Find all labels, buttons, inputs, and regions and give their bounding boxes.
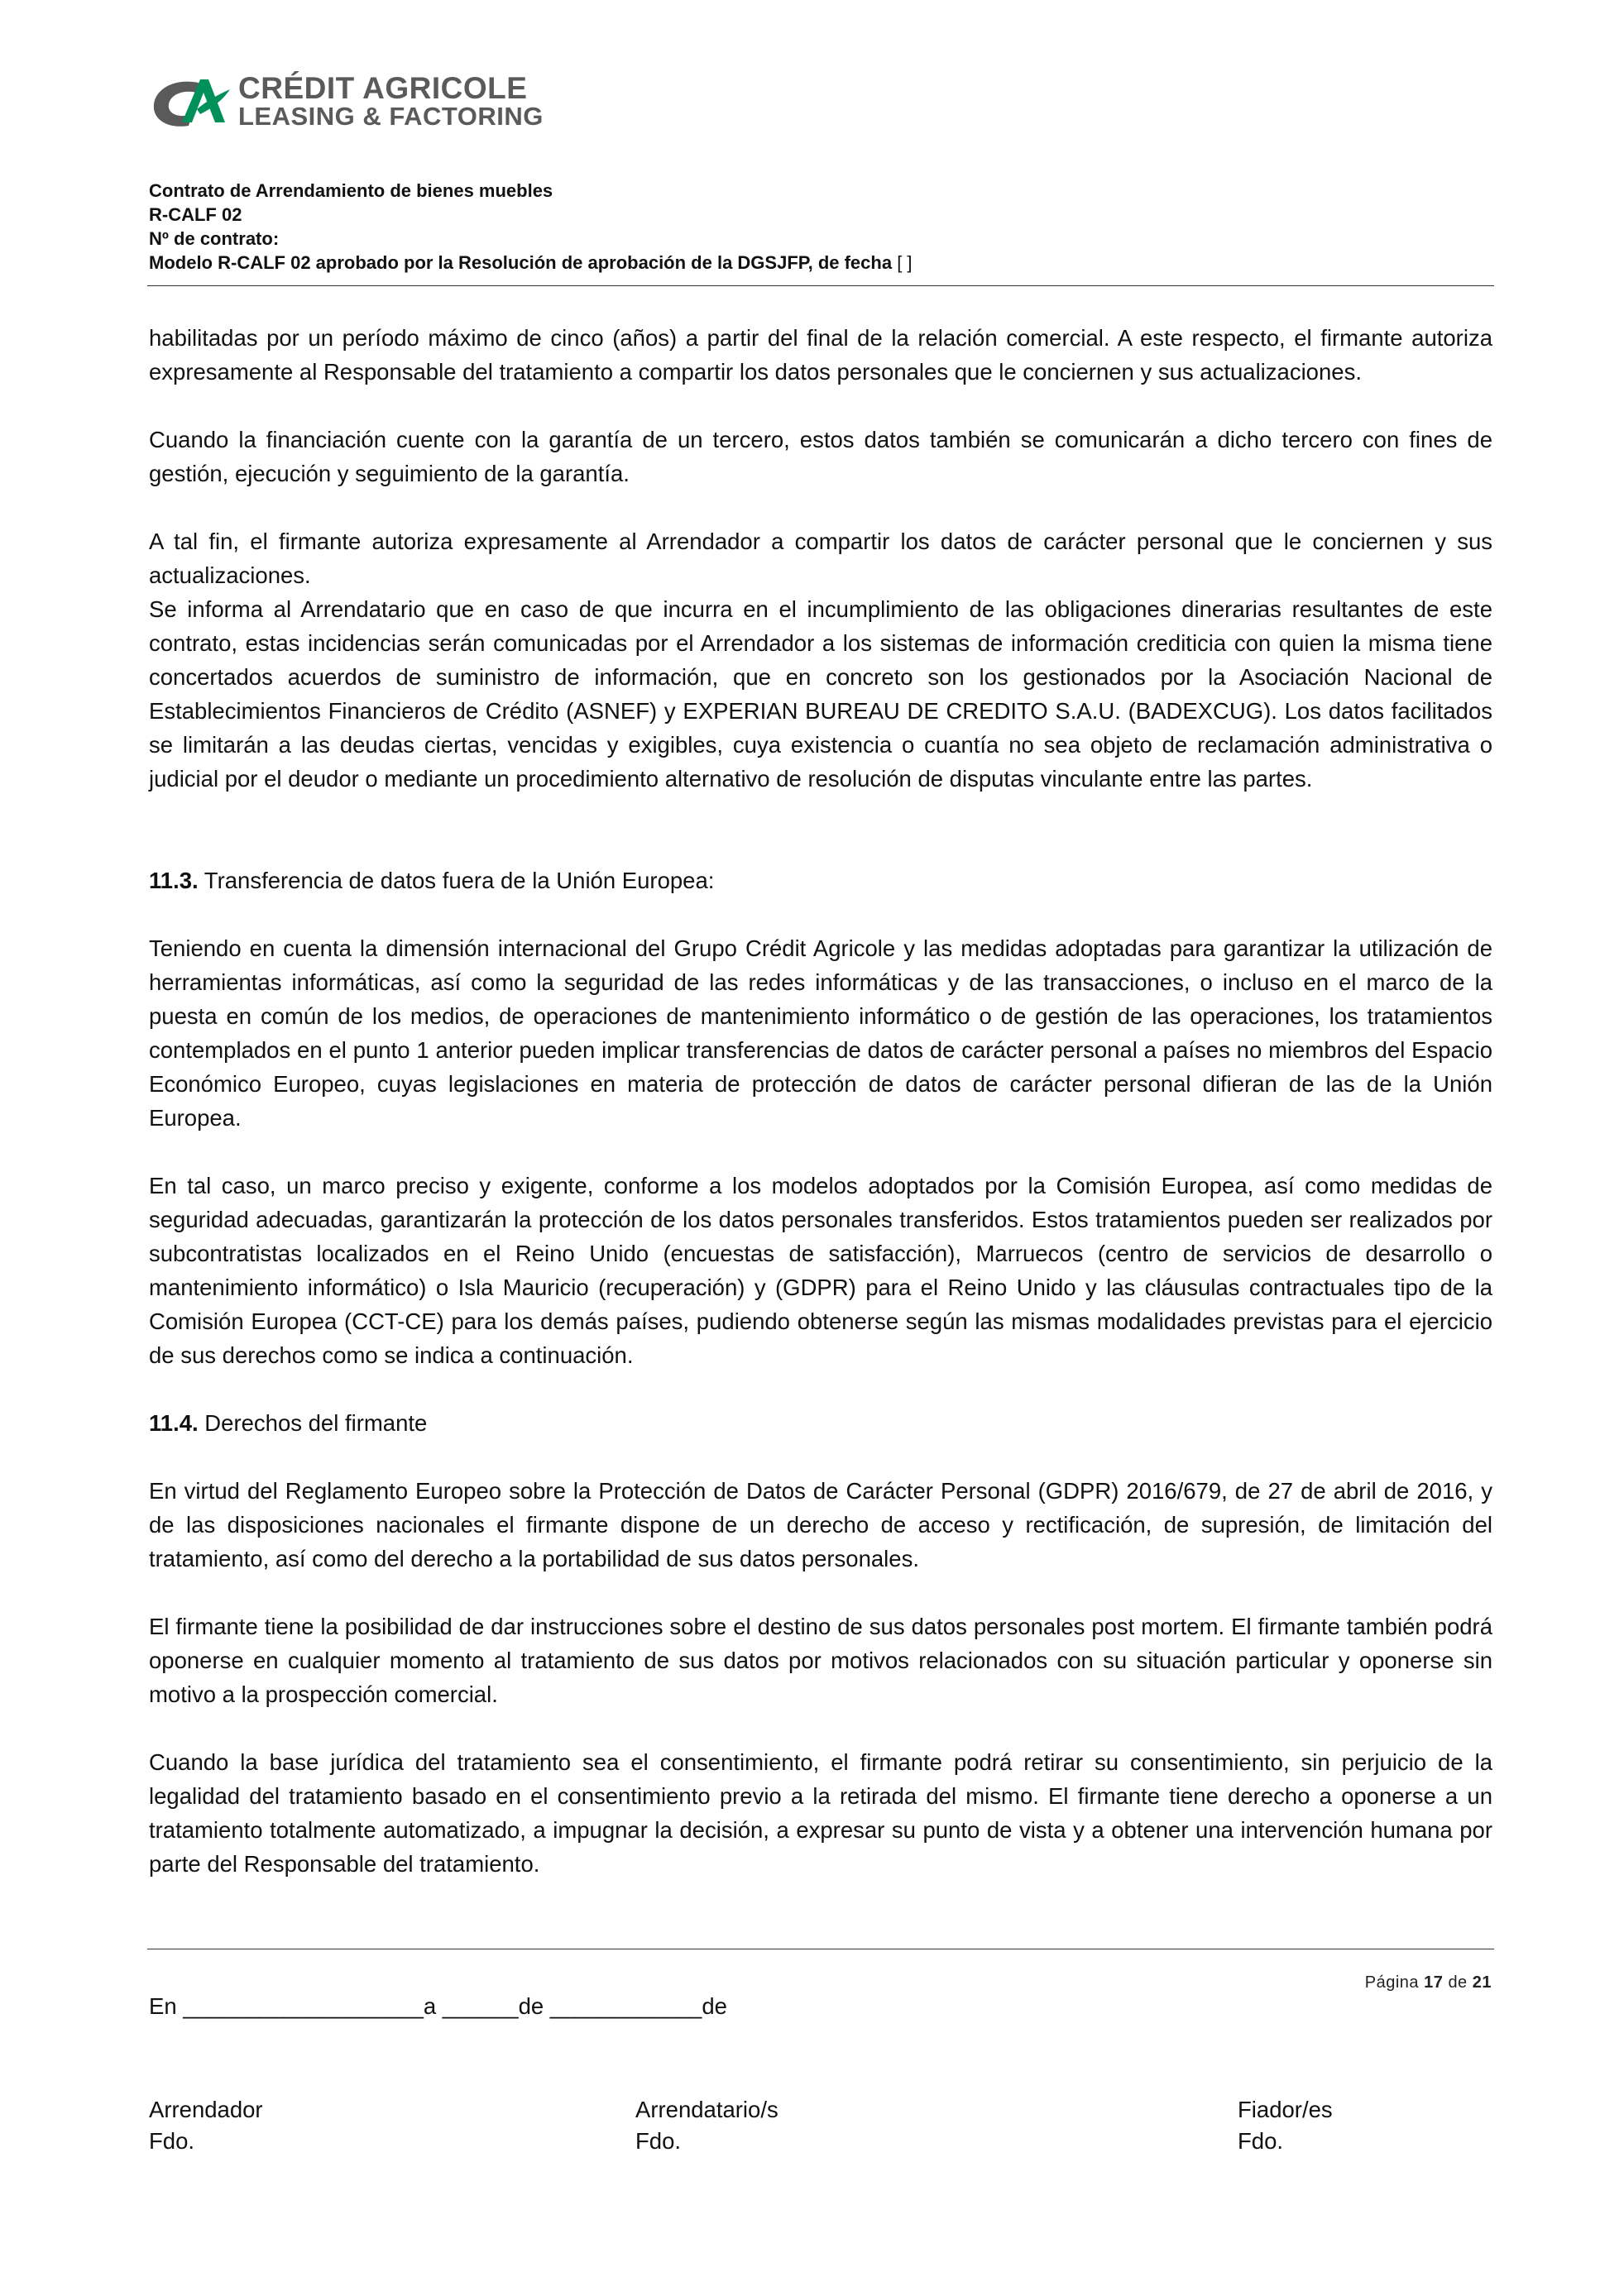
contract-title: Contrato de Arrendamiento de bienes muebles <box>149 180 553 201</box>
model-approval-line <box>149 251 1492 275</box>
section-number: 11.4. <box>149 1410 199 1436</box>
section-heading-11-3 <box>149 863 1492 897</box>
header-divider <box>147 285 1494 286</box>
logo-text-secondary: LEASING & FACTORING <box>238 102 544 131</box>
logo-text-primary: CRÉDIT AGRICOLE <box>238 71 528 105</box>
signer-sign-label: Fdo. <box>635 2128 682 2154</box>
credit-agricole-emblem-icon <box>149 71 232 137</box>
section-heading-11-4 <box>149 1406 1492 1440</box>
page-total: 21 <box>1472 1973 1492 1992</box>
signature-block-lessor <box>149 2094 263 2157</box>
signer-role: Fiador/es <box>1238 2097 1333 2122</box>
section-number: 11.3. <box>149 868 199 893</box>
signer-sign-label: Fdo. <box>149 2128 195 2154</box>
signer-sign-label: Fdo. <box>1238 2128 1284 2154</box>
document-body <box>149 321 1492 1881</box>
paragraph: En virtud del Reglamento Europeo sobre la Protección de Datos de Carácter Personal (GDPR) 2016/679, de 27 de abril de 2016, y de las disposiciones nacionales el firmante dispone de un derecho de acceso y rectificación, de supresión, de limitación del tratamiento, así como del derecho a la portabilidad de sus datos personales. <box>149 1478 1492 1571</box>
section-title: Derechos del firmante <box>198 1410 428 1436</box>
contract-code: R-CALF 02 <box>149 204 242 225</box>
signer-role: Arrendatario/s <box>635 2097 778 2122</box>
section-title: Transferencia de datos fuera de la Unión Europea: <box>198 868 715 893</box>
page-of-label: de <box>1448 1973 1468 1992</box>
signer-role: Arrendador <box>149 2097 263 2122</box>
page-number <box>1365 1973 1492 1992</box>
paragraph: Cuando la financiación cuente con la garantía de un tercero, estos datos también se comunicarán a dicho tercero con fines de gestión, ejecución y seguimiento de la garantía. <box>149 427 1492 486</box>
approval-date-placeholder: [ ] <box>892 252 913 273</box>
paragraph: En tal caso, un marco preciso y exigente, conforme a los modelos adoptados por la Comisión Europea, así como medidas de seguridad adecuadas, garantizarán la protección de los datos personales transferidos. Estos tratamientos pueden ser realizados por subcontratistas localizados en el Reino Unido (encuestas de satisfacción), Marruecos (centro de servicios de desarrollo o mantenimiento informático) o Isla Mauricio (recuperación) y (GDPR) para el Reino Unido y las cláusulas contractuales tipo de la Comisión Europea (CCT-CE) para los demás países, pudiendo obtenerse según las mismas modalidades previstas para el ejercicio de sus derechos como se indica a continuación. <box>149 1173 1492 1368</box>
company-logo <box>149 71 612 137</box>
paragraph: Se informa al Arrendatario que en caso de que incurra en el incumplimiento de las obligaciones dinerarias resultantes de este contrato, estas incidencias serán comunicadas por el Arrendador a los sistemas de información crediticia con quien la misma tiene concertados acuerdos de suministro de información, que en concreto son los gestionados por la Asociación Nacional de Establecimientos Financieros de Crédito (ASNEF) y EXPERIAN BUREAU DE CREDITO S.A.U. (BADEXCUG). Los datos facilitados se limitarán a las deudas ciertas, vencidas y exigibles, cuya existencia o cuantía no sea objeto de reclamación administrativa o judicial por el deudor o mediante un procedimiento alternativo de resolución de disputas vinculante entre las partes. <box>149 596 1492 792</box>
place-date-line: En ___________________a ______de ____________de <box>149 1993 727 2019</box>
page-label: Página <box>1364 1973 1420 1992</box>
paragraph: habilitadas por un período máximo de cinco (años) a partir del final de la relación comercial. A este respecto, el firmante autoriza expresamente al Responsable del tratamiento a compartir los datos personales que le conciernen y sus actualizaciones. <box>149 325 1492 385</box>
page-current: 17 <box>1424 1973 1444 1992</box>
model-approval-text: Modelo R-CALF 02 aprobado por la Resolución de aprobación de la DGSJFP, de fecha <box>149 252 893 273</box>
signature-block-lessee <box>635 2094 778 2157</box>
signature-block-guarantor <box>1238 2094 1333 2157</box>
paragraph: El firmante tiene la posibilidad de dar instrucciones sobre el destino de sus datos personales post mortem. El firmante también podrá oponerse en cualquier momento al tratamiento de sus datos por motivos relacionados con su situación particular y oponerse sin motivo a la prospección comercial. <box>149 1614 1492 1707</box>
document-header <box>149 179 1492 275</box>
paragraph: A tal fin, el firmante autoriza expresamente al Arrendador a compartir los datos de carácter personal que le conciernen y sus actualizaciones. <box>149 529 1492 588</box>
paragraph: Teniendo en cuenta la dimensión internacional del Grupo Crédit Agricole y las medidas adoptadas para garantizar la utilización de herramientas informáticas, así como la seguridad de las redes informáticas y de las transacciones, o incluso en el marco de la puesta en común de los medios, de operaciones de mantenimiento informático o de gestión de las operaciones, los tratamientos contemplados en el punto 1 anterior pueden implicar transferencias de datos de carácter personal a países no miembros del Espacio Económico Europeo, cuyas legislaciones en materia de protección de datos de carácter personal difieran de las de la Unión Europea. <box>149 935 1492 1131</box>
paragraph: Cuando la base jurídica del tratamiento sea el consentimiento, el firmante podrá retirar su consentimiento, sin perjuicio de la legalidad del tratamiento basado en el consentimiento previo a la retirada del mismo. El firmante tiene derecho a oponerse a un tratamiento totalmente automatizado, a impugnar la decisión, a expresar su punto de vista y a obtener una intervención humana por parte del Responsable del tratamiento. <box>149 1749 1492 1877</box>
contract-number-label: Nº de contrato: <box>149 228 280 249</box>
